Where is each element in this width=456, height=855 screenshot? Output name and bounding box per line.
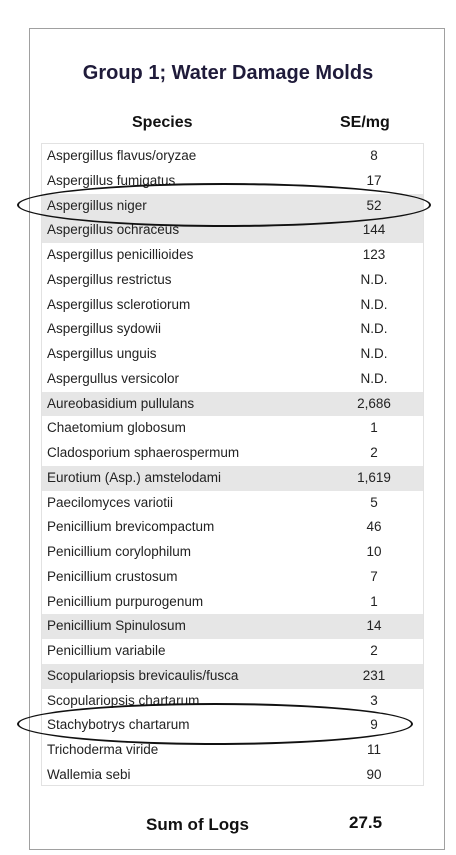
se-value: 144 <box>362 222 386 238</box>
species-name: Aspergillus unguis <box>47 346 157 361</box>
se-value: 2,686 <box>357 395 391 411</box>
species-name: Trichoderma viride <box>47 742 159 757</box>
table-row <box>42 540 423 565</box>
species-name: Aspergillus sydowii <box>47 321 162 337</box>
se-value: 11 <box>366 742 381 757</box>
species-name: Penicillium brevicompactum <box>47 519 215 535</box>
species-name: Eurotium (Asp.) amstelodami <box>47 469 222 485</box>
se-value: 17 <box>366 172 382 188</box>
table-row <box>42 392 423 417</box>
sum-of-logs-label: Sum of Logs <box>146 815 249 834</box>
se-value: N.D. <box>360 346 388 361</box>
se-value: 14 <box>366 618 382 634</box>
table-row <box>42 367 423 392</box>
species-name: Aspergillus fumigatus <box>47 172 176 188</box>
circle-annotation-stachybotrys <box>17 703 413 745</box>
table-row <box>42 491 423 516</box>
se-value: 7 <box>370 568 378 584</box>
table-row <box>42 268 423 293</box>
table-row <box>42 293 423 318</box>
se-value: 1 <box>370 420 378 436</box>
species-name: Aspergillus penicillioides <box>47 247 194 262</box>
species-name: Penicillium variabile <box>47 643 166 658</box>
table-row <box>42 590 423 615</box>
table-row <box>42 614 423 639</box>
se-value: N.D. <box>360 296 388 312</box>
se-value: 46 <box>366 519 382 535</box>
se-value: 10 <box>366 544 382 559</box>
species-name: Penicillium purpurogenum <box>47 593 204 609</box>
se-column-header: SE/mg <box>340 114 390 131</box>
species-name: Aspergillus flavus/oryzae <box>47 148 197 163</box>
circle-annotation-aspergillus-niger <box>17 183 431 227</box>
species-column-header: Species <box>132 114 193 131</box>
species-name: Penicillium Spinulosum <box>47 618 186 634</box>
species-name: Scopulariopsis brevicaulis/fusca <box>47 667 239 683</box>
species-name: Aspergullus versicolor <box>47 370 180 386</box>
se-value: 8 <box>370 148 378 163</box>
table-row <box>42 664 423 689</box>
species-name: Scopulariopsis chartarum <box>47 692 200 708</box>
page-title: Group 1; Water Damage Molds <box>82 62 374 84</box>
species-name: Chaetomium globosum <box>47 420 186 436</box>
se-value: 3 <box>370 692 378 708</box>
table-row <box>42 639 423 664</box>
se-value: N.D. <box>360 370 388 386</box>
species-name: Wallemia sebi <box>47 766 131 782</box>
species-name: Aspergillus niger <box>47 197 147 213</box>
se-value: 123 <box>362 247 386 262</box>
se-value: 9 <box>370 717 378 733</box>
se-value: 52 <box>366 197 382 213</box>
table-row <box>42 144 423 169</box>
species-name: Aspergillus ochraceus <box>47 222 180 238</box>
table-row <box>42 243 423 268</box>
table-row <box>42 342 423 367</box>
table-row <box>42 441 423 466</box>
se-value: 2 <box>370 643 378 658</box>
species-name: Aspergillus sclerotiorum <box>47 296 191 312</box>
se-value: 5 <box>370 494 378 510</box>
table-row <box>42 515 423 540</box>
se-value: 1,619 <box>357 469 391 485</box>
species-name: Penicillium crustosum <box>47 568 178 584</box>
sum-of-logs-value: 27.5 <box>349 813 383 832</box>
table-row <box>42 317 423 342</box>
se-value: 90 <box>366 766 382 782</box>
table-row <box>42 416 423 441</box>
species-name: Stachybotrys chartarum <box>47 717 190 733</box>
species-name: Paecilomyces variotii <box>47 494 174 510</box>
species-name: Aspergillus restrictus <box>47 271 172 287</box>
table-row <box>42 565 423 590</box>
species-name: Aureobasidium pullulans <box>47 395 195 411</box>
se-value: N.D. <box>360 271 388 287</box>
species-name: Penicillium corylophilum <box>47 544 192 559</box>
se-value: 1 <box>370 593 378 609</box>
se-value: N.D. <box>360 321 388 337</box>
mold-table <box>41 143 424 786</box>
se-value: 231 <box>362 667 386 683</box>
table-row <box>42 763 423 788</box>
se-value: 2 <box>370 445 378 460</box>
table-row <box>42 466 423 491</box>
species-name: Cladosporium sphaerospermum <box>47 445 240 460</box>
